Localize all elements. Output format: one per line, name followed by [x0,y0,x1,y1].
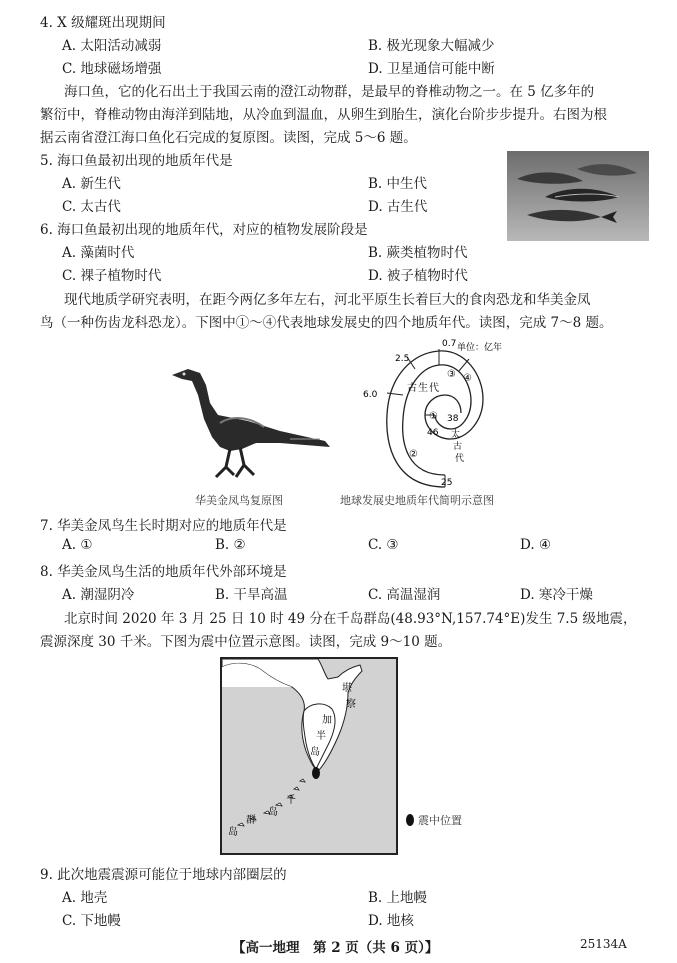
q7-option-d: D. ④ [520,537,552,553]
question-4-stem: 4. X 级耀斑出现期间 [40,15,166,31]
spiral-era-4: ④ [463,373,472,384]
map-label-cha: 察 [346,699,356,710]
q7-option-b: B. ② [215,537,246,553]
page-footer-code: 25134A [580,937,627,951]
question-8-stem: 8. 华美金凤鸟生活的地质年代外部环境是 [40,564,287,580]
spiral-unit-label: 单位：亿年 [457,343,503,353]
q8-option-c: C. 高温湿润 [368,587,441,603]
map-label-dao-1: 岛 [268,807,278,818]
spiral-label-25: 25 [441,478,453,488]
q5-option-c: C. 太古代 [62,199,121,215]
map-label-ban: 半 [316,731,326,742]
page-footer-title: 【高一地理 第 2 页（共 6 页）】 [232,940,439,956]
question-9-stem: 9. 此次地震震源可能位于地球内部圈层的 [40,867,287,883]
intro-5-6-line3: 据云南省澄江海口鱼化石完成的复原图。读图，完成 5～6 题。 [40,130,417,146]
epicenter-legend-label: 震中位置 [418,814,462,827]
spiral-label-38: 38 [447,414,459,424]
geologic-time-spiral-diagram [355,335,525,495]
q9-option-c: C. 下地幔 [62,913,121,929]
intro-9-10-line2: 震源深度 30 千米。下图为震中位置示意图。读图，完成 9～10 题。 [40,634,452,650]
question-7-stem: 7. 华美金凤鸟生长时期对应的地质年代是 [40,518,287,534]
q4-option-a: A. 太阳活动减弱 [62,38,162,54]
q8-option-a: A. 潮湿阴冷 [62,587,135,603]
spiral-era-1: ① [429,411,438,422]
spiral-era-2: ② [409,449,418,460]
spiral-label-0-7: 0.7 [442,339,457,349]
spiral-dai2: 代 [455,454,465,464]
q6-option-a: A. 藻菌时代 [62,245,135,261]
q9-option-b: B. 上地幔 [368,890,428,906]
map-label-kan: 堪 [342,683,352,694]
spiral-figure-caption: 地球发展史地质年代简明示意图 [340,494,494,507]
map-label-qun: 群 [246,815,256,826]
spiral-label-6-0: 6.0 [363,390,378,400]
q5-option-b: B. 中生代 [368,176,428,192]
intro-7-8-line2: 鸟（一种伤齿龙科恐龙）。下图中①～④代表地球发展史的四个地质年代。读图，完成 7～8 题。 [40,315,613,331]
question-6-stem: 6. 海口鱼最初出现的地质年代，对应的植物发展阶段是 [40,222,368,238]
spiral-gu: 古 [407,383,417,394]
q9-option-a: A. 地壳 [62,890,108,906]
q8-option-d: D. 寒冷干燥 [520,587,593,603]
haikouichthys-reconstruction-image [507,151,649,241]
spiral-dai: 代 [429,383,439,394]
spiral-era-3: ③ [447,369,456,380]
question-5-stem: 5. 海口鱼最初出现的地质年代是 [40,153,233,169]
map-label-dao: 岛 [310,747,320,758]
spiral-tai: 太 [451,430,461,440]
q4-option-c: C. 地球磁场增强 [62,61,162,77]
spiral-sheng: 生 [418,383,428,394]
spiral-label-46: 46 [427,428,439,438]
q7-option-a: A. ① [62,537,93,553]
q4-option-d: D. 卫星通信可能中断 [368,61,495,77]
intro-5-6-line2: 繁衍中，脊椎动物由海洋到陆地，从冷血到温血，从卵生到胎生，演化台阶步步提升。右图为根 [40,107,607,123]
q4-option-b: B. 极光现象大幅减少 [368,38,495,54]
q8-option-b: B. 干旱高温 [215,587,288,603]
spiral-gu2: 古 [453,442,463,452]
intro-7-8-line1: 现代地质学研究表明，在距今两亿多年左右，河北平原生长着巨大的食肉恐龙和华美金凤 [64,292,591,308]
dinosaur-figure-caption: 华美金凤鸟复原图 [195,494,283,507]
spiral-label-2-5: 2.5 [395,354,410,364]
epicenter-map [220,657,398,855]
map-label-dao-2: 岛 [228,827,238,838]
map-label-qian: 千 [286,795,296,806]
q6-option-c: C. 裸子植物时代 [62,268,162,284]
q7-option-c: C. ③ [368,537,399,553]
intro-5-6-line1: 海口鱼，它的化石出土于我国云南的澄江动物群，是最早的脊椎动物之一。在 5 亿多年的 [64,84,595,100]
q5-option-d: D. 古生代 [368,199,428,215]
map-label-jia: 加 [322,715,332,726]
intro-9-10-line1: 北京时间 2020 年 3 月 25 日 10 时 49 分在千岛群岛(48.93°N,157.74°E)发生 7.5 级地震， [64,611,637,627]
dinosaur-reconstruction-image [160,355,340,485]
q9-option-d: D. 地核 [368,913,414,929]
q6-option-d: D. 被子植物时代 [368,268,468,284]
epicenter-legend-icon [405,813,415,827]
q6-option-b: B. 蕨类植物时代 [368,245,468,261]
q5-option-a: A. 新生代 [62,176,121,192]
